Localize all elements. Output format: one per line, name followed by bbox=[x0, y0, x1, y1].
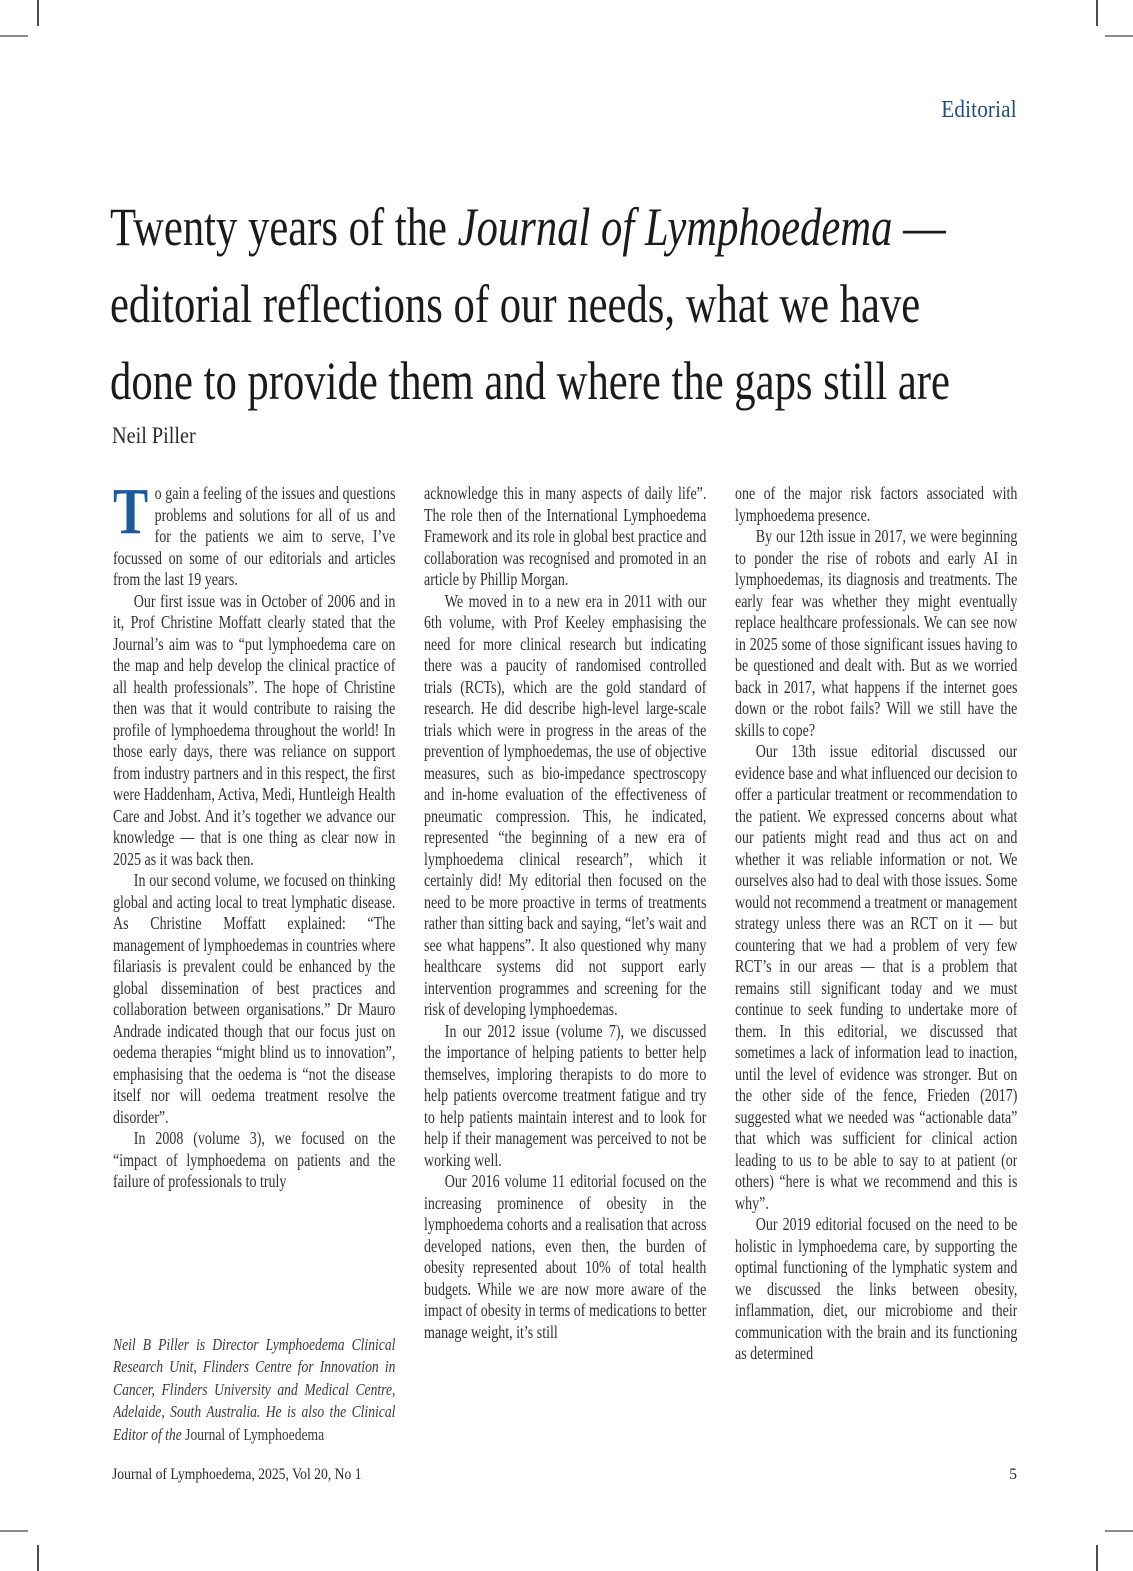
paragraph: Our 2019 editorial focused on the need to be holistic in lymphoedema care, by supporting the optimal functioning of the lymphatic system and we discussed the links between obesity, inflammation, diet, our microbiome and their communication with the brain and its functioning as determined bbox=[735, 1214, 1017, 1363]
paragraph: Our first issue was in October of 2006 and in it, Prof Christine Moffatt clearly stated that the Journal’s aim was to “put lymphoedema care on the map and help develop the clinical practice of all health professionals”. The hope of Christine then was that it would contribute to raising the profile of lymphoedema throughout the world! In those early days, there was reliance on support from industry partners and in this respect, the first were Haddenham, Activa, Medi, Huntleigh Health Care and Jobst. And it’s together we advance our knowledge — that is one thing as clear now in 2025 as it was back then. bbox=[113, 590, 396, 869]
author-name: Neil Piller bbox=[112, 423, 196, 448]
drop-cap: T bbox=[113, 483, 149, 548]
title-line2: editorial reflections of our needs, what we have bbox=[110, 274, 921, 334]
crop-mark-top-left-horizontal bbox=[0, 35, 28, 37]
title-line1-dash: — bbox=[892, 197, 946, 257]
title-line1-journal-name: Journal of Lymphoedema bbox=[457, 197, 893, 257]
footer-journal-info: Journal of Lymphoedema, 2025, Vol 20, No 1 bbox=[112, 1466, 362, 1483]
paragraph: By our 12th issue in 2017, we were beginning to ponder the rise of robots and early AI in lymphoedemas, its diagnosis and treatments. The early fear was whether they might eventually replace healthcare professionals. We can see now in 2025 some of those significant issues having to be questioned and dealt with. But as we worried back in 2017, what happens if the internet goes down or the robot fails? Will we still have the skills to cope? bbox=[735, 526, 1017, 740]
author-bio bbox=[113, 1334, 395, 1447]
paragraph: one of the major risk factors associated with lymphoedema presence. bbox=[735, 483, 1017, 525]
crop-mark-bottom-left-vertical bbox=[37, 1545, 39, 1571]
paragraph: Our 13th issue editorial discussed our evidence base and what influenced our decision to offer a particular treatment or recommendation to the patient. We expressed concerns about what our patients might read and thus act on and whether it was reliable information or not. We ourselves also had to deal with those issues. Some would not recommend a treatment or management strategy unless there was an RCT on it — but countering that we had a problem of very few RCT’s in our areas — that is a problem that remains still significant today and we must continue to seek funding to undertake more of them. In this editorial, we discussed that sometimes a lack of information lead to inaction, until the level of evidence was stronger. But on the other side of the fence, Frieden (2017) suggested what we needed was “actionable data” that which was sufficient for clinical action leading to us to be able to say to at patient (or others) “here is what we recommend and this is why”. bbox=[735, 741, 1017, 1213]
paragraph: acknowledge this in many aspects of daily life”. The role then of the International Lymphoedema Framework and its role in global best practice and collaboration was recognised and promoted in an article by Phillip Morgan. bbox=[424, 483, 707, 589]
title-line1-prefix: Twenty years of the bbox=[110, 197, 458, 257]
section-label: Editorial bbox=[941, 97, 1017, 123]
column-2 bbox=[424, 483, 706, 1446]
crop-mark-top-right-vertical bbox=[1096, 0, 1098, 26]
paragraph: In 2008 (volume 3), we focused on the “impact of lymphoedema on patients and the failure of professionals to truly bbox=[113, 1128, 396, 1191]
column-1 bbox=[113, 483, 395, 1446]
paragraph bbox=[113, 483, 395, 591]
crop-mark-bottom-right-vertical bbox=[1096, 1545, 1098, 1571]
body-columns bbox=[113, 483, 1017, 1446]
paragraph: Our 2016 volume 11 editorial focused on the increasing prominence of obesity in the lymphoedema cohorts and a realisation that across developed nations, even then, the burden of obesity represented about 10% of total health budgets. While we are now more aware of the impact of obesity in terms of medications to better manage weight, it’s still bbox=[424, 1171, 707, 1342]
paragraph: In our 2012 issue (volume 7), we discussed the importance of helping patients to better help themselves, imploring therapists to do more to help patients overcome treatment fatigue and try to help patients maintain interest and to look for help if their management was perceived to not be working well. bbox=[424, 1020, 707, 1170]
author-bio-italic: Neil B Piller is Director Lymphoedema Clinical Research Unit, Flinders Centre for Innovation in Cancer, Flinders University and Medical Centre, Adelaide, South Australia. He is also the Clinical Editor of the bbox=[113, 1334, 396, 1444]
crop-mark-top-right-horizontal bbox=[1105, 35, 1133, 37]
title-line3: done to provide them and where the gaps still are bbox=[110, 351, 950, 411]
crop-mark-top-left-vertical bbox=[37, 0, 39, 26]
paragraph: We moved in to a new era in 2011 with our 6th volume, with Prof Keeley emphasising the need for more clinical research but indicating there was a paucity of randomised controlled trials (RCTs), which are the gold standard of research. He did describe high-level large-scale trials which were in progress in the areas of the prevention of lymphoedemas, the use of objective measures, such as bio-impedance spectroscopy and in-home evaluation of the effectiveness of pneumatic compression. This, he indicated, represented “the beginning of a new era of lymphoedema clinical research”, which it certainly did! My editorial then focused on the need to be more proactive in terms of treatments rather than sitting back and saying, “let’s wait and see what happens”. It also questioned why many healthcare systems did not support early intervention programmes and screening for the risk of developing lymphoedemas. bbox=[424, 590, 707, 1019]
crop-mark-bottom-left-horizontal bbox=[0, 1530, 28, 1532]
paragraph-text: o gain a feeling of the issues and questions problems and solutions for all of us and for the patients we aim to serve, I’ve focussed on some of our editorials and articles from the last 19 years. bbox=[113, 483, 396, 589]
footer-page-number: 5 bbox=[1009, 1466, 1017, 1483]
crop-mark-bottom-right-horizontal bbox=[1105, 1530, 1133, 1532]
article-title bbox=[110, 189, 1133, 420]
paragraph: In our second volume, we focused on thinking global and acting local to treat lymphatic disease. As Christine Moffatt explained: “The management of lymphoedemas in countries where filariasis is prevalent could be enhanced by the global dissemination of best practices and collaboration between organisations.” Dr Mauro Andrade indicated though that our focus just on oedema therapies “might blind us to innovation”, emphasising that the oedema is “not the disease itself nor will oedema treatment resolve the disorder”. bbox=[113, 870, 396, 1127]
column-3 bbox=[735, 483, 1017, 1446]
author-bio-journal-name: Journal of Lymphoedema bbox=[185, 1424, 325, 1444]
